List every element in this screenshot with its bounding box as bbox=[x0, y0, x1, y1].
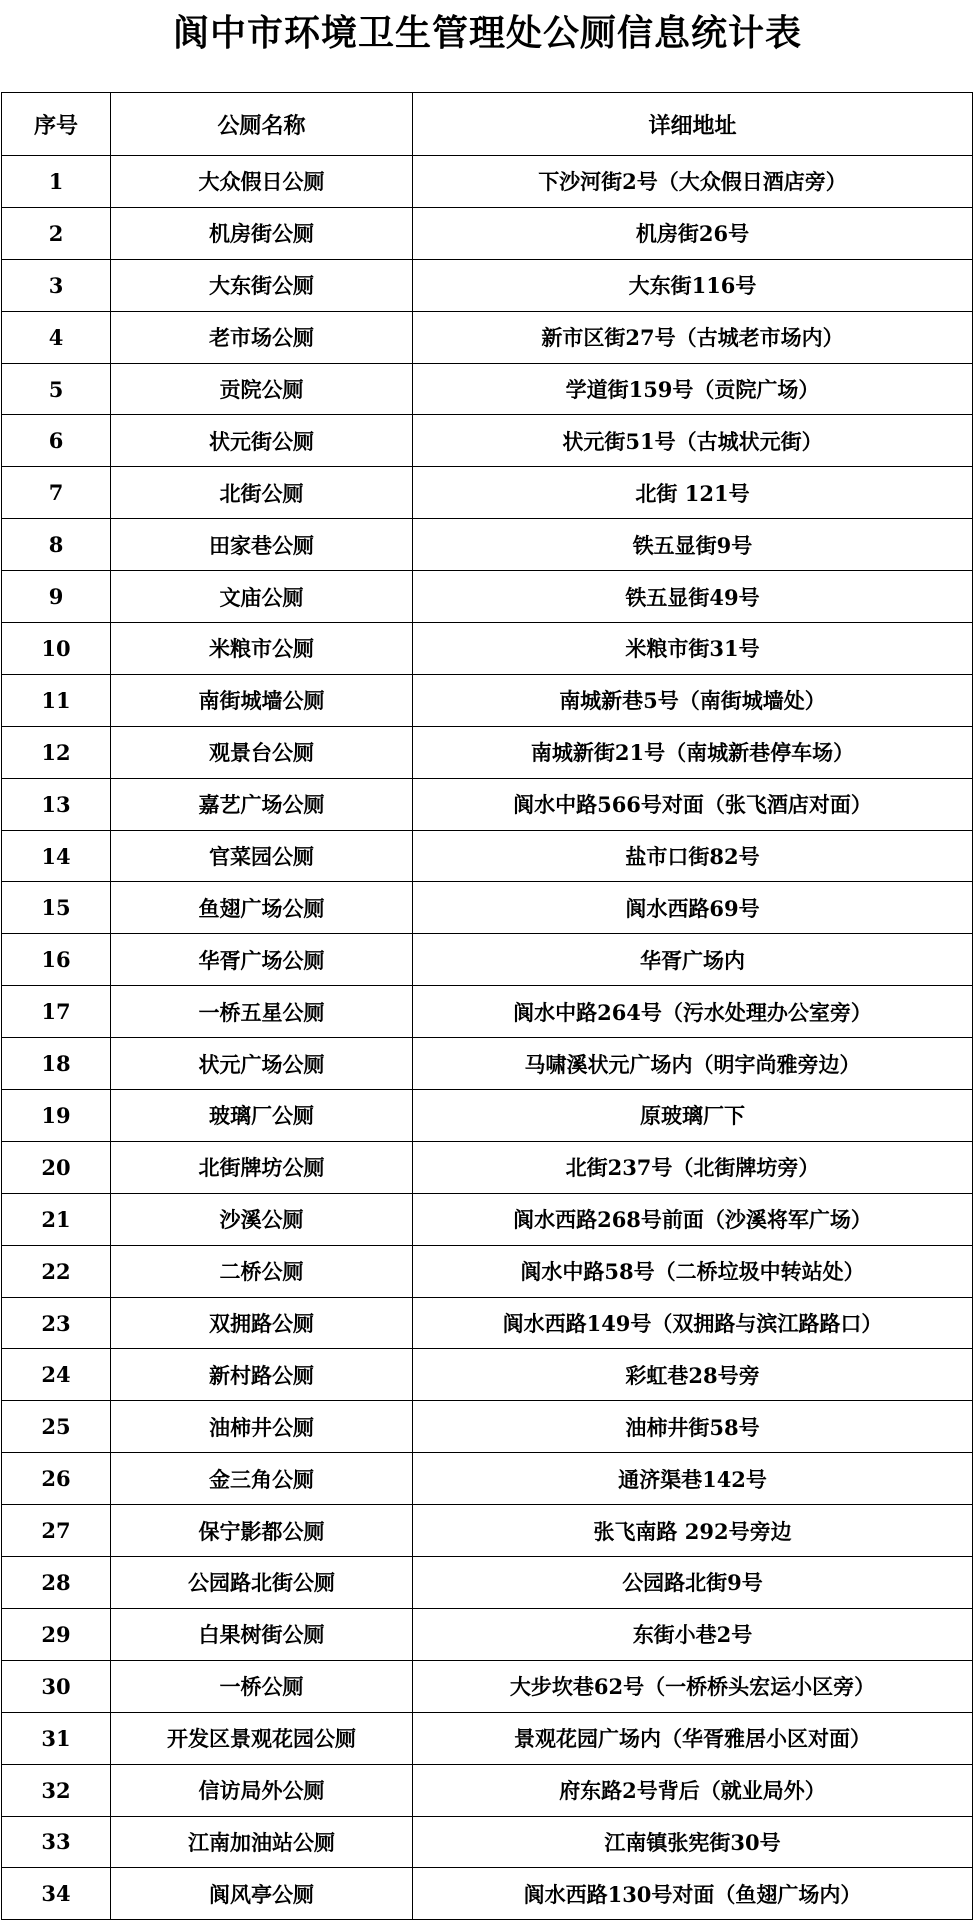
table-row bbox=[2, 1608, 973, 1660]
toilet-name-cell: 玻璃厂公厕 bbox=[111, 1090, 413, 1142]
table-row bbox=[2, 415, 973, 467]
address-cell: 原玻璃厂下 bbox=[413, 1090, 973, 1142]
address-cell: 南城新街21号（南城新巷停车场） bbox=[413, 726, 973, 778]
address-cell: 状元街51号（古城状元街） bbox=[413, 415, 973, 467]
serial-number-cell: 10 bbox=[2, 623, 111, 675]
serial-number-cell: 16 bbox=[2, 934, 111, 986]
address-cell: 江南镇张宪街30号 bbox=[413, 1816, 973, 1868]
address-cell: 通济渠巷142号 bbox=[413, 1453, 973, 1505]
address-cell: 阆水西路69号 bbox=[413, 882, 973, 934]
address-cell: 张飞南路 292号旁边 bbox=[413, 1505, 973, 1557]
serial-number-cell: 1 bbox=[2, 156, 111, 208]
address-cell: 华胥广场内 bbox=[413, 934, 973, 986]
serial-number-cell: 22 bbox=[2, 1245, 111, 1297]
serial-number-cell: 14 bbox=[2, 830, 111, 882]
address-cell: 阆水西路268号前面（沙溪将军广场） bbox=[413, 1193, 973, 1245]
toilet-name-cell: 田家巷公厕 bbox=[111, 519, 413, 571]
header-serial-number: 序号 bbox=[2, 93, 111, 156]
toilet-name-cell: 米粮市公厕 bbox=[111, 623, 413, 675]
toilet-name-cell: 北街牌坊公厕 bbox=[111, 1141, 413, 1193]
toilet-name-cell: 二桥公厕 bbox=[111, 1245, 413, 1297]
table-row bbox=[2, 1297, 973, 1349]
address-cell: 阆水中路58号（二桥垃圾中转站处） bbox=[413, 1245, 973, 1297]
toilet-name-cell: 一桥五星公厕 bbox=[111, 986, 413, 1038]
serial-number-cell: 26 bbox=[2, 1453, 111, 1505]
toilet-name-cell: 老市场公厕 bbox=[111, 311, 413, 363]
table-row bbox=[2, 571, 973, 623]
table-row bbox=[2, 1557, 973, 1609]
serial-number-cell: 19 bbox=[2, 1090, 111, 1142]
serial-number-cell: 18 bbox=[2, 1038, 111, 1090]
toilet-name-cell: 南街城墙公厕 bbox=[111, 674, 413, 726]
toilet-name-cell: 一桥公厕 bbox=[111, 1660, 413, 1712]
serial-number-cell: 27 bbox=[2, 1505, 111, 1557]
address-cell: 阆水中路264号（污水处理办公室旁） bbox=[413, 986, 973, 1038]
table-row bbox=[2, 986, 973, 1038]
address-cell: 大步坎巷62号（一桥桥头宏运小区旁） bbox=[413, 1660, 973, 1712]
serial-number-cell: 31 bbox=[2, 1712, 111, 1764]
address-cell: 马啸溪状元广场内（明宇尚雅旁边） bbox=[413, 1038, 973, 1090]
table-row bbox=[2, 259, 973, 311]
toilet-name-cell: 公园路北街公厕 bbox=[111, 1557, 413, 1609]
table-row bbox=[2, 207, 973, 259]
address-cell: 彩虹巷28号旁 bbox=[413, 1349, 973, 1401]
serial-number-cell: 24 bbox=[2, 1349, 111, 1401]
table-row bbox=[2, 674, 973, 726]
serial-number-cell: 3 bbox=[2, 259, 111, 311]
address-cell: 阆水西路130号对面（鱼翅广场内） bbox=[413, 1868, 973, 1920]
toilet-name-cell: 阆风亭公厕 bbox=[111, 1868, 413, 1920]
address-cell: 南城新巷5号（南街城墙处） bbox=[413, 674, 973, 726]
table-header-row bbox=[2, 93, 973, 156]
table-row bbox=[2, 1090, 973, 1142]
table-row bbox=[2, 778, 973, 830]
serial-number-cell: 5 bbox=[2, 363, 111, 415]
serial-number-cell: 15 bbox=[2, 882, 111, 934]
toilet-name-cell: 文庙公厕 bbox=[111, 571, 413, 623]
serial-number-cell: 20 bbox=[2, 1141, 111, 1193]
table-row bbox=[2, 519, 973, 571]
table-row bbox=[2, 1245, 973, 1297]
toilet-name-cell: 官菜园公厕 bbox=[111, 830, 413, 882]
toilet-name-cell: 新村路公厕 bbox=[111, 1349, 413, 1401]
address-cell: 铁五显街49号 bbox=[413, 571, 973, 623]
toilet-name-cell: 华胥广场公厕 bbox=[111, 934, 413, 986]
toilet-name-cell: 江南加油站公厕 bbox=[111, 1816, 413, 1868]
toilet-name-cell: 金三角公厕 bbox=[111, 1453, 413, 1505]
toilet-info-table bbox=[1, 92, 973, 1920]
address-cell: 学道街159号（贡院广场） bbox=[413, 363, 973, 415]
serial-number-cell: 30 bbox=[2, 1660, 111, 1712]
toilet-name-cell: 油柿井公厕 bbox=[111, 1401, 413, 1453]
address-cell: 阆水中路566号对面（张飞酒店对面） bbox=[413, 778, 973, 830]
table-row bbox=[2, 1764, 973, 1816]
toilet-name-cell: 大东街公厕 bbox=[111, 259, 413, 311]
address-cell: 盐市口街82号 bbox=[413, 830, 973, 882]
serial-number-cell: 17 bbox=[2, 986, 111, 1038]
toilet-name-cell: 观景台公厕 bbox=[111, 726, 413, 778]
serial-number-cell: 4 bbox=[2, 311, 111, 363]
table-row bbox=[2, 882, 973, 934]
toilet-name-cell: 开发区景观花园公厕 bbox=[111, 1712, 413, 1764]
serial-number-cell: 12 bbox=[2, 726, 111, 778]
serial-number-cell: 2 bbox=[2, 207, 111, 259]
serial-number-cell: 28 bbox=[2, 1557, 111, 1609]
toilet-name-cell: 贡院公厕 bbox=[111, 363, 413, 415]
toilet-name-cell: 沙溪公厕 bbox=[111, 1193, 413, 1245]
address-cell: 阆水西路149号（双拥路与滨江路路口） bbox=[413, 1297, 973, 1349]
address-cell: 机房街26号 bbox=[413, 207, 973, 259]
serial-number-cell: 34 bbox=[2, 1868, 111, 1920]
table-row bbox=[2, 1660, 973, 1712]
table-row bbox=[2, 1141, 973, 1193]
table-row bbox=[2, 1712, 973, 1764]
serial-number-cell: 21 bbox=[2, 1193, 111, 1245]
toilet-name-cell: 嘉艺广场公厕 bbox=[111, 778, 413, 830]
table-row bbox=[2, 311, 973, 363]
address-cell: 油柿井街58号 bbox=[413, 1401, 973, 1453]
toilet-name-cell: 信访局外公厕 bbox=[111, 1764, 413, 1816]
toilet-name-cell: 大众假日公厕 bbox=[111, 156, 413, 208]
table-row bbox=[2, 623, 973, 675]
toilet-name-cell: 状元广场公厕 bbox=[111, 1038, 413, 1090]
table-row bbox=[2, 1401, 973, 1453]
toilet-name-cell: 鱼翅广场公厕 bbox=[111, 882, 413, 934]
address-cell: 新市区街27号（古城老市场内） bbox=[413, 311, 973, 363]
table-row bbox=[2, 1505, 973, 1557]
document-title: 阆中市环境卫生管理处公厕信息统计表 bbox=[172, 12, 802, 54]
address-cell: 府东路2号背后（就业局外） bbox=[413, 1764, 973, 1816]
serial-number-cell: 33 bbox=[2, 1816, 111, 1868]
table-row bbox=[2, 726, 973, 778]
serial-number-cell: 6 bbox=[2, 415, 111, 467]
address-cell: 东街小巷2号 bbox=[413, 1608, 973, 1660]
address-cell: 景观花园广场内（华胥雅居小区对面） bbox=[413, 1712, 973, 1764]
serial-number-cell: 29 bbox=[2, 1608, 111, 1660]
header-toilet-name: 公厕名称 bbox=[111, 93, 413, 156]
address-cell: 米粮市街31号 bbox=[413, 623, 973, 675]
address-cell: 北街237号（北街牌坊旁） bbox=[413, 1141, 973, 1193]
address-cell: 铁五显街9号 bbox=[413, 519, 973, 571]
table-row bbox=[2, 934, 973, 986]
serial-number-cell: 11 bbox=[2, 674, 111, 726]
toilet-name-cell: 双拥路公厕 bbox=[111, 1297, 413, 1349]
table-row bbox=[2, 363, 973, 415]
toilet-name-cell: 北街公厕 bbox=[111, 467, 413, 519]
table-row bbox=[2, 1349, 973, 1401]
table-row bbox=[2, 830, 973, 882]
serial-number-cell: 25 bbox=[2, 1401, 111, 1453]
toilet-name-cell: 机房街公厕 bbox=[111, 207, 413, 259]
serial-number-cell: 13 bbox=[2, 778, 111, 830]
toilet-name-cell: 保宁影都公厕 bbox=[111, 1505, 413, 1557]
table-row bbox=[2, 1868, 973, 1920]
table-row bbox=[2, 1816, 973, 1868]
address-cell: 公园路北街9号 bbox=[413, 1557, 973, 1609]
table-row bbox=[2, 156, 973, 208]
serial-number-cell: 23 bbox=[2, 1297, 111, 1349]
serial-number-cell: 7 bbox=[2, 467, 111, 519]
address-cell: 下沙河街2号（大众假日酒店旁） bbox=[413, 156, 973, 208]
table-row bbox=[2, 1453, 973, 1505]
serial-number-cell: 8 bbox=[2, 519, 111, 571]
address-cell: 大东街116号 bbox=[413, 259, 973, 311]
serial-number-cell: 32 bbox=[2, 1764, 111, 1816]
address-cell: 北街 121号 bbox=[413, 467, 973, 519]
serial-number-cell: 9 bbox=[2, 571, 111, 623]
header-address: 详细地址 bbox=[413, 93, 973, 156]
table-row bbox=[2, 1193, 973, 1245]
table-row bbox=[2, 1038, 973, 1090]
toilet-name-cell: 状元街公厕 bbox=[111, 415, 413, 467]
table-body bbox=[2, 156, 973, 1920]
toilet-name-cell: 白果树街公厕 bbox=[111, 1608, 413, 1660]
table-row bbox=[2, 467, 973, 519]
